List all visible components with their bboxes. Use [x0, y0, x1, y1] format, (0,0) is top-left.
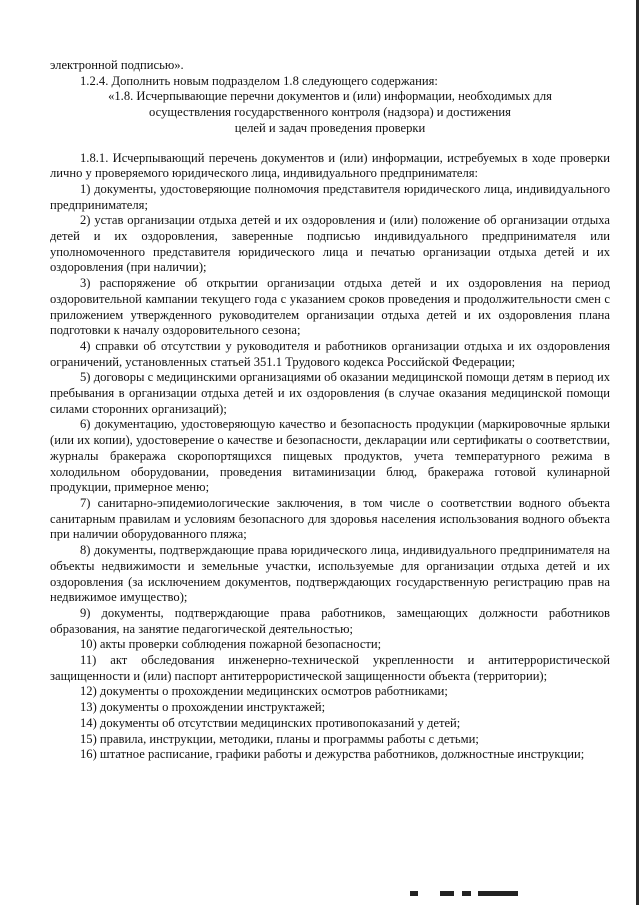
list-item: 4) справки об отсутствии у руководителя и работников организации отдыха и их оздоровления ограничений, установленных статьей 351.1 Трудового кодекса Российской Федерации;	[50, 338, 610, 369]
spacer	[50, 137, 610, 151]
list-item: 12) документы о прохождении медицинских осмотров работниками;	[80, 684, 448, 699]
list-item: 2) устав организации отдыха детей и их оздоровления и (или) положение об организации отдыха детей и их оздоровления, заверенные подписью индивидуального предпринимателя или уполномоченного представителя юридического лица и печатью организации отдыха детей и их оздоровления (при наличии);	[50, 213, 610, 275]
section-heading-line-1: «1.8. Исчерпывающие перечни документов и (или) информации, необходимых для	[108, 89, 552, 104]
previous-line: электронной подписью».	[50, 58, 184, 72]
list-item: 16) штатное расписание, графики работы и дежурства работников, должностные инструкции;	[80, 747, 585, 762]
list-item: 8) документы, подтверждающие права юридического лица, индивидуального предпринимателя на объекты недвижимости и земельные участки, используемые для организации отдыха детей и их оздоровления (за исключением документов, подтверждающих государственную регистрацию прав на недвижимое имущество);	[50, 543, 610, 605]
list-item: 3) распоряжение об открытии организации отдыха детей и их оздоровления на период оздоровительной кампании текущего года с указанием сроков проведения и продолжительности смен с приложением утвержденного руководителем организации отдыха детей и их оздоровления плана подготовки к началу оздоровительного сезона;	[50, 276, 610, 338]
paragraph-1-8-1: 1.8.1. Исчерпывающий перечень документов и (или) информации, истребуемых в ходе проверки лично у проверяемого юридического лица, индивидуального предпринимателя:	[50, 150, 610, 181]
list-item: 6) документацию, удостоверяющую качество и безопасность продукции (маркировочные ярлыки (или их копии), удостоверение о качестве и безопасности, декларации или сертификаты о соответствии, журналы бракеража скоропортящихся пищевых продуктов, учета температурного режима в холодильном оборудовании, проведения витаминизации блюд, бракеража готовой кулинарной продукции, примерное меню;	[50, 417, 610, 495]
list-item: 5) договоры с медицинскими организациями об оказании медицинской помощи детям в период их пребывания в организации отдыха детей и их оздоровления (в случае оказания медицинской помощи силами сторонних организаций);	[50, 370, 610, 416]
list-item: 10) акты проверки соблюдения пожарной безопасности;	[80, 637, 382, 652]
section-heading-line-2: осуществления государственного контроля (надзора) и достижения	[149, 105, 511, 120]
list-item: 9) документы, подтверждающие права работников, замещающих должности работников образования, на занятие педагогической деятельностью;	[50, 605, 610, 636]
list-item: 15) правила, инструкции, методики, планы и программы работы с детьми;	[80, 731, 479, 746]
list-item: 11) акт обследования инженерно-технической укрепленности и антитеррористической защищенности и (или) паспорт антитеррористической защищенности объекта (территории);	[50, 653, 610, 683]
section-heading-line-3: целей и задач проведения проверки	[234, 120, 426, 135]
list-item: 7) санитарно-эпидемиологические заключения, в том числе о соответствии водного объекта санитарным правилам и условиям безопасного для здоровья населения использования водного объекта при наличии оборудованного пляжа;	[50, 495, 610, 542]
paragraph-1-2-4: 1.2.4. Дополнить новым подразделом 1.8 следующего содержания:	[80, 73, 438, 88]
list-item: 1) документы, удостоверяющие полномочия представителя юридического лица, индивидуального предпринимателя;	[50, 181, 610, 212]
document-page	[50, 58, 610, 763]
stamp-fragment	[410, 891, 540, 899]
list-item: 14) документы об отсутствии медицинских противопоказаний у детей;	[80, 715, 461, 730]
list-item: 13) документы о прохождении инструктажей;	[80, 700, 326, 715]
